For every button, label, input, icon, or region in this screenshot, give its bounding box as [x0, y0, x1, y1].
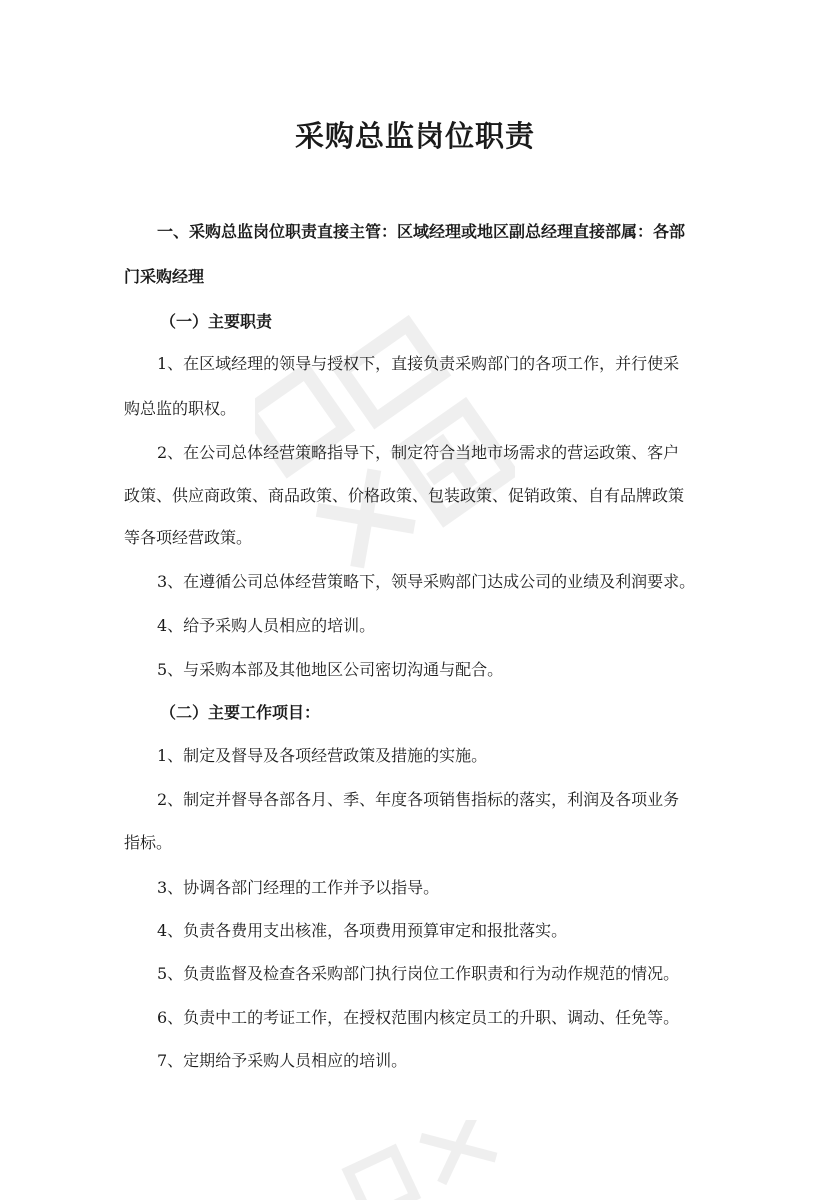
duty-item: 3、在遵循公司总体经营策略下，领导采购部门达成公司的业绩及利润要求。 — [157, 572, 696, 591]
section-heading-work-items: （二）主要工作项目： — [160, 703, 321, 722]
duty-item: 1、在区域经理的领导与授权下，直接负责采购部门的各项工作，并行使采 — [157, 354, 680, 373]
intro-line-continued: 门采购经理 — [124, 267, 205, 286]
duty-item-continued: 政策、供应商政策、商品政策、价格政策、包装政策、促销政策、自有品牌政策 — [124, 486, 685, 505]
work-item: 5、负责监督及检查各采购部门执行岗位工作职责和行为动作规范的情况。 — [157, 964, 680, 983]
work-item-continued: 指标。 — [124, 833, 173, 852]
work-item: 6、负责中工的考证工作，在授权范围内核定员工的升职、调动、任免等。 — [157, 1008, 680, 1027]
duty-item: 2、在公司总体经营策略指导下，制定符合当地市场需求的营运政策、客户 — [157, 443, 680, 462]
section-heading-main-duties: （一）主要职责 — [160, 312, 273, 331]
duty-item-continued: 购总监的职权。 — [124, 399, 237, 418]
work-item: 2、制定并督导各部各月、季、年度各项销售指标的落实，利润及各项业务 — [157, 790, 680, 809]
duty-item-continued: 等各项经营政策。 — [124, 528, 253, 547]
intro-line: 一、采购总监岗位职责直接主管：区域经理或地区副总经理直接部属：各部 — [157, 222, 686, 241]
duty-item: 4、给予采购人员相应的培训。 — [157, 616, 376, 635]
work-item: 4、负责各费用支出核准，各项费用预算审定和报批落实。 — [157, 921, 568, 940]
work-item: 1、制定及督导及各项经营政策及措施的实施。 — [157, 746, 488, 765]
watermark-graphic-bottom — [330, 1120, 510, 1200]
duty-item: 5、与采购本部及其他地区公司密切沟通与配合。 — [157, 660, 504, 679]
work-item: 3、协调各部门经理的工作并予以指导。 — [157, 878, 440, 897]
work-item: 7、定期给予采购人员相应的培训。 — [157, 1051, 408, 1070]
page-title: 采购总监岗位职责 — [294, 119, 535, 153]
